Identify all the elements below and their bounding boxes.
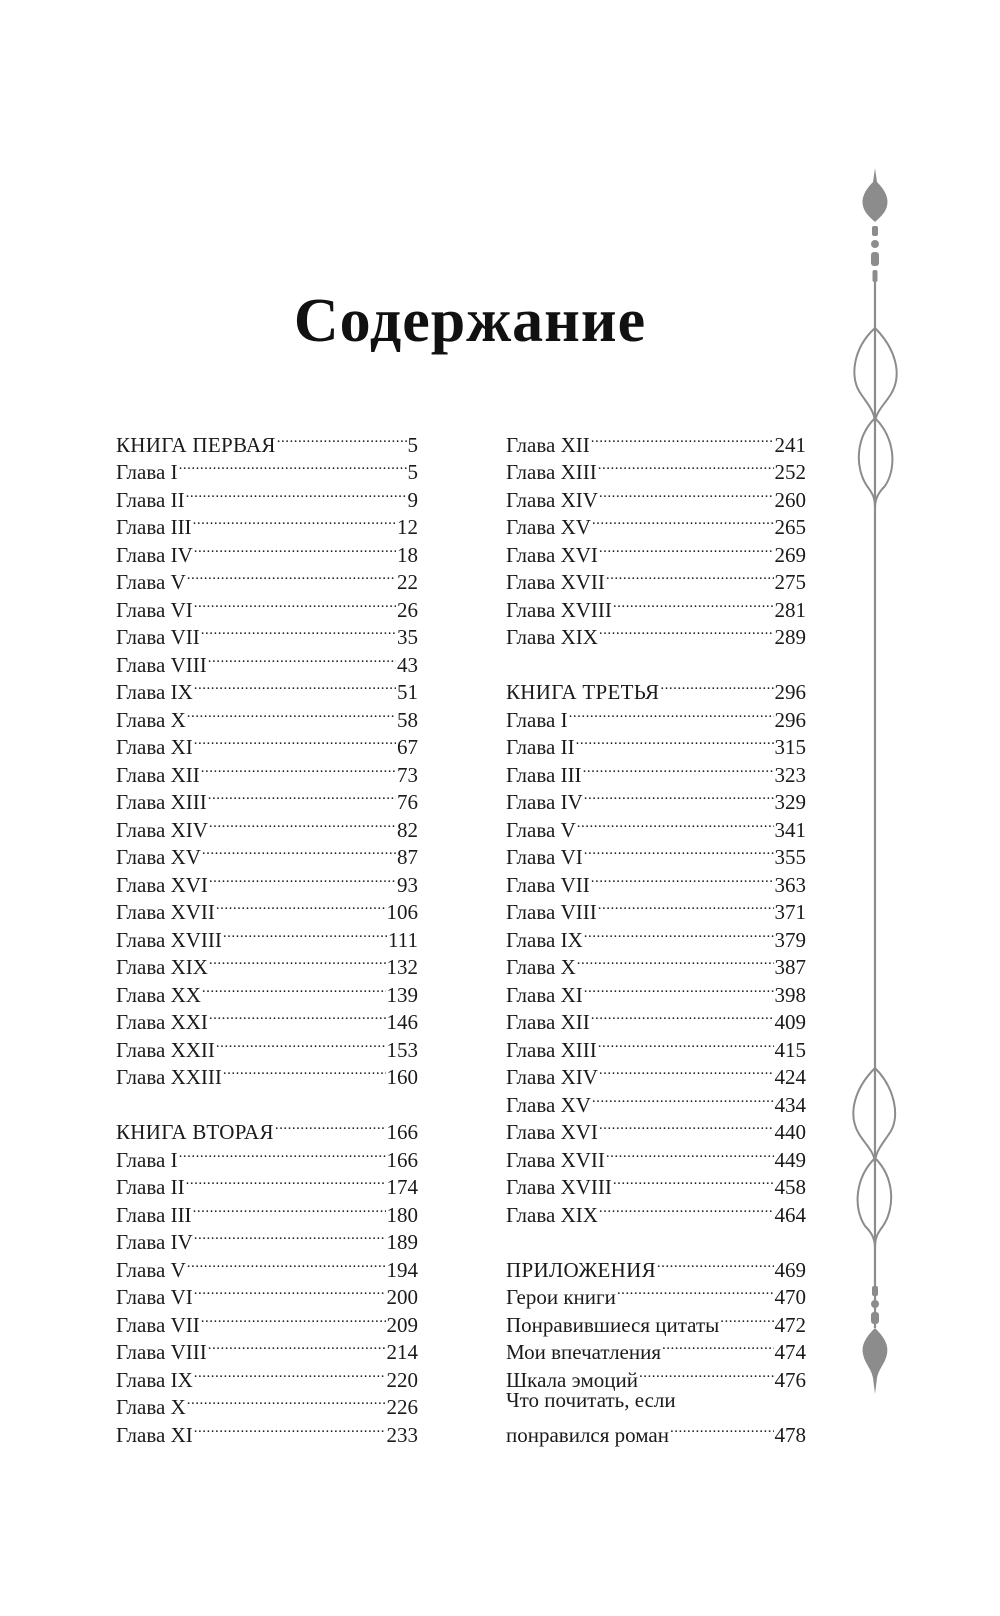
toc-entry-title: КНИГА ПЕРВАЯ xyxy=(116,432,276,457)
toc-dot-leader xyxy=(660,672,773,700)
toc-page-number: 449 xyxy=(774,1147,806,1172)
toc-dot-leader xyxy=(606,562,774,590)
toc-entry-title: Глава XX xyxy=(116,982,201,1007)
toc-page-number: 379 xyxy=(774,927,806,952)
toc-entry-title: Глава XVIII xyxy=(506,1175,612,1199)
toc-dot-leader xyxy=(193,507,396,535)
toc-entry-title: Глава X xyxy=(116,1395,186,1419)
toc-entry-title: Глава XIII xyxy=(506,1037,597,1062)
toc-dot-leader xyxy=(208,1332,386,1360)
toc-entry-title: Глава XIX xyxy=(506,1202,598,1227)
toc-entry-title: Глава XVIII xyxy=(506,597,612,622)
toc-entry xyxy=(506,1387,806,1415)
toc-dot-leader xyxy=(202,837,396,865)
toc-entry-title: Глава X xyxy=(506,955,576,979)
toc-entry-title: Глава VII xyxy=(116,1312,200,1337)
toc-page-number: 194 xyxy=(386,1257,418,1282)
toc-entry-title: Глава XVII xyxy=(506,570,605,594)
toc-entry-title: Глава VI xyxy=(116,597,193,622)
toc-dot-leader xyxy=(187,699,396,727)
toc-page-number: 296 xyxy=(774,707,806,732)
toc-dot-leader xyxy=(577,947,774,975)
toc-entry-title: Глава IV xyxy=(116,542,193,567)
toc-page-number: 73 xyxy=(397,762,418,787)
toc-page-number: 265 xyxy=(774,515,806,539)
toc-column-right xyxy=(506,424,806,1447)
toc-page-number: 464 xyxy=(774,1202,806,1227)
ornament-bead xyxy=(872,1286,878,1296)
toc-dot-leader xyxy=(208,644,396,672)
toc-page-number: 22 xyxy=(397,570,418,594)
toc-entry-title: Глава XIX xyxy=(116,955,208,979)
toc-page-number: 146 xyxy=(386,1010,418,1034)
toc-dot-leader xyxy=(208,782,396,810)
toc-dot-leader xyxy=(194,1359,386,1387)
toc-page-number: 166 xyxy=(386,1147,418,1172)
toc-entry-title: Глава I xyxy=(116,1147,178,1172)
toc-dot-leader xyxy=(187,1249,386,1277)
toc-entry-title: Глава XIII xyxy=(116,790,207,814)
toc-page-number: 209 xyxy=(386,1312,418,1337)
toc-page-number: 189 xyxy=(386,1230,418,1254)
toc-entry-title: Глава III xyxy=(116,515,192,539)
toc-dot-leader xyxy=(201,1304,386,1332)
toc-page-number: 174 xyxy=(386,1175,418,1199)
toc-dot-leader xyxy=(606,1139,774,1167)
toc-dot-leader xyxy=(209,1002,386,1030)
toc-entry-title: Глава XXII xyxy=(116,1037,215,1062)
toc-entry-title: Глава VIII xyxy=(116,652,207,677)
toc-page-number: 51 xyxy=(397,680,418,704)
toc-page-number: 35 xyxy=(397,625,418,649)
ornament-bead xyxy=(871,1312,879,1324)
toc-dot-leader xyxy=(202,974,386,1002)
toc-entry-title: Понравившиеся цитаты xyxy=(506,1312,720,1337)
toc-page-number: 43 xyxy=(397,652,418,677)
toc-page-number: 329 xyxy=(774,790,806,814)
toc-entry-title: понравился роман xyxy=(506,1422,669,1447)
toc-page-number: 470 xyxy=(774,1285,806,1309)
toc-entry xyxy=(506,424,806,457)
toc-page-number: 363 xyxy=(774,872,806,897)
toc-page-number: 12 xyxy=(397,515,418,539)
toc-page-number: 18 xyxy=(397,542,418,567)
toc-dot-leader xyxy=(194,1222,386,1250)
toc-page-number: 398 xyxy=(774,982,806,1007)
toc-dot-leader xyxy=(209,864,396,892)
toc-entry-title: Глава V xyxy=(506,817,576,842)
toc-section-entry xyxy=(116,424,418,457)
toc-entry-title: Герои книги xyxy=(506,1285,616,1309)
toc-page-number: 315 xyxy=(774,735,806,759)
toc-dot-leader xyxy=(194,672,396,700)
toc-page-number: 233 xyxy=(386,1422,418,1447)
toc-page-number: 289 xyxy=(774,625,806,649)
toc-dot-leader xyxy=(584,974,774,1002)
toc-entry-title: Глава VII xyxy=(506,872,590,897)
toc-dot-leader xyxy=(592,1084,774,1112)
toc-page-number: 275 xyxy=(774,570,806,594)
toc-page-number: 440 xyxy=(774,1120,806,1144)
page-title: Содержание xyxy=(293,286,647,355)
toc-page-number: 106 xyxy=(386,900,418,924)
toc-dot-leader xyxy=(592,507,774,535)
toc-dot-leader xyxy=(194,534,396,562)
toc-dot-leader xyxy=(598,1029,774,1057)
toc-dot-leader xyxy=(584,837,774,865)
toc-page-number: 478 xyxy=(774,1422,806,1447)
toc-entry-title: Глава XXIII xyxy=(116,1065,222,1089)
toc-page-number: 82 xyxy=(397,817,418,842)
toc-page-number: 76 xyxy=(397,790,418,814)
toc-entry-title: Глава IX xyxy=(116,1367,193,1392)
toc-page-number: 409 xyxy=(774,1010,806,1034)
toc-entry-title: Глава IV xyxy=(116,1230,193,1254)
toc-entry xyxy=(506,1414,806,1447)
toc-dot-leader xyxy=(599,1057,774,1085)
toc-entry-title: Глава XI xyxy=(506,982,583,1007)
toc-page-number: 387 xyxy=(774,955,806,979)
toc-entry-title: Глава XVI xyxy=(506,1120,598,1144)
ornament-top-finial xyxy=(862,168,887,222)
toc-entry-title: Глава XIV xyxy=(116,817,208,842)
toc-page-number: 469 xyxy=(774,1257,806,1282)
toc-entry-title: Глава III xyxy=(116,1202,192,1227)
toc-entry-title: Глава VI xyxy=(116,1285,193,1309)
toc-entry-title: Шкала эмоций xyxy=(506,1367,638,1392)
toc-dot-leader xyxy=(639,1359,774,1387)
toc-entry-title: Что почитать, если xyxy=(506,1387,676,1412)
toc-page-number: 472 xyxy=(774,1312,806,1337)
toc-entry-title: Глава XVIII xyxy=(116,927,222,952)
toc-entry-title: Мои впечатления xyxy=(506,1340,662,1364)
toc-dot-leader xyxy=(223,919,387,947)
toc-dot-leader xyxy=(657,1249,774,1277)
toc-dot-leader xyxy=(577,809,774,837)
toc-entry-title: Глава VIII xyxy=(506,900,597,924)
toc-page-number: 139 xyxy=(386,982,418,1007)
toc-page-number: 93 xyxy=(397,872,418,897)
toc-page-number: 26 xyxy=(397,597,418,622)
toc-page-number: 132 xyxy=(386,955,418,979)
toc-page-number: 424 xyxy=(774,1065,806,1089)
toc-page-number: 260 xyxy=(774,487,806,512)
toc-dot-leader xyxy=(179,452,407,480)
toc-entry-title: Глава VII xyxy=(116,625,200,649)
toc-dot-leader xyxy=(720,1304,773,1332)
toc-page-number: 458 xyxy=(774,1175,806,1199)
toc-dot-leader xyxy=(613,589,774,617)
toc-dot-leader xyxy=(201,617,396,645)
toc-entry-title: КНИГА ВТОРАЯ xyxy=(116,1120,274,1144)
toc-entry-title: Глава VI xyxy=(506,845,583,869)
toc-entry-title: Глава X xyxy=(116,707,186,732)
toc-entry-title: Глава XV xyxy=(506,1092,591,1117)
toc-column-left xyxy=(116,424,418,1447)
toc-entry-title: Глава XIII xyxy=(506,460,597,484)
toc-entry-title: Глава I xyxy=(116,460,178,484)
toc-dot-leader xyxy=(576,727,774,755)
toc-page-number: 180 xyxy=(386,1202,418,1227)
toc-entry-title: Глава XI xyxy=(116,735,193,759)
toc-page-number: 220 xyxy=(386,1367,418,1392)
toc-page-number: 371 xyxy=(774,900,806,924)
toc-dot-leader xyxy=(194,1414,386,1442)
toc-dot-leader xyxy=(216,892,386,920)
toc-dot-leader xyxy=(187,562,396,590)
toc-entry-title: Глава IX xyxy=(506,927,583,952)
toc-page-number: 9 xyxy=(407,487,418,512)
toc-entry-title: Глава XI xyxy=(116,1422,193,1447)
toc-entry-title: Глава XII xyxy=(506,1010,590,1034)
toc-page-number: 87 xyxy=(397,845,418,869)
toc-page-number: 58 xyxy=(397,707,418,732)
toc-entry-title: Глава XIV xyxy=(506,1065,598,1089)
toc-page-number: 252 xyxy=(774,460,806,484)
ornament-bead xyxy=(871,252,879,266)
toc-entry-title: Глава XVII xyxy=(116,900,215,924)
ornament-bead xyxy=(871,1300,879,1308)
toc-page-number: 434 xyxy=(774,1092,806,1117)
toc-page-number: 111 xyxy=(388,927,418,952)
toc-entry-title: Глава II xyxy=(506,735,575,759)
toc-page-number: 5 xyxy=(407,460,418,484)
toc-dot-leader xyxy=(223,1057,386,1085)
toc-page-number: 355 xyxy=(774,845,806,869)
toc-dot-leader xyxy=(591,864,774,892)
toc-page-number: 296 xyxy=(774,680,806,704)
toc-dot-leader xyxy=(194,1277,386,1305)
ornament-bead xyxy=(872,226,878,236)
toc-dot-leader xyxy=(617,1277,774,1305)
toc-dot-leader xyxy=(179,1139,386,1167)
toc-entry-title: Глава VIII xyxy=(116,1340,207,1364)
toc-dot-leader xyxy=(598,892,774,920)
toc-page-number: 474 xyxy=(774,1340,806,1364)
toc-page-number: 476 xyxy=(774,1367,806,1392)
toc-dot-leader xyxy=(599,617,774,645)
toc-dot-leader xyxy=(591,1002,774,1030)
toc-entry-title: Глава XVII xyxy=(506,1147,605,1172)
toc-entry-title: Глава III xyxy=(506,762,582,787)
toc-page-number: 214 xyxy=(386,1340,418,1364)
toc-page-number: 269 xyxy=(774,542,806,567)
toc-page-number: 226 xyxy=(386,1395,418,1419)
toc-entry-title: Глава II xyxy=(116,487,185,512)
toc-dot-leader xyxy=(201,754,396,782)
toc-dot-leader xyxy=(662,1332,773,1360)
toc-dot-leader xyxy=(599,1112,774,1140)
toc-page-number: 341 xyxy=(774,817,806,842)
toc-entry-title: Глава XV xyxy=(506,515,591,539)
toc-dot-leader xyxy=(187,1387,386,1415)
toc-section-entry xyxy=(116,1112,418,1144)
toc-dot-leader xyxy=(598,452,774,480)
ornament-bottom-finial xyxy=(863,1328,888,1394)
toc-page-number: 323 xyxy=(774,762,806,787)
toc-entry-title: Глава XIX xyxy=(506,625,598,649)
toc-page-number: 166 xyxy=(386,1120,418,1144)
toc-entry-title: Глава IV xyxy=(506,790,583,814)
toc-dot-leader xyxy=(670,1414,774,1442)
toc-section-entry xyxy=(506,672,806,704)
toc-section-entry xyxy=(506,1249,806,1282)
toc-dot-leader xyxy=(613,1167,774,1195)
toc-page-number: 415 xyxy=(774,1037,806,1062)
toc-dot-leader xyxy=(194,589,396,617)
toc-entry-title: Глава XIV xyxy=(506,487,598,512)
toc-dot-leader xyxy=(209,947,386,975)
toc-entry-title: Глава XVI xyxy=(116,872,208,897)
toc-entry-title: Глава I xyxy=(506,707,568,732)
toc-page-number: 281 xyxy=(774,597,806,622)
ornament-bead xyxy=(871,240,879,248)
toc-dot-leader xyxy=(275,1112,386,1140)
toc-dot-leader xyxy=(583,754,774,782)
toc-page-number: 5 xyxy=(407,432,418,457)
toc-dot-leader xyxy=(569,699,774,727)
toc-page-number: 67 xyxy=(397,735,418,759)
toc-entry-title: Глава V xyxy=(116,570,186,594)
toc-entry-title: Глава V xyxy=(116,1257,186,1282)
toc-entry-title: ПРИЛОЖЕНИЯ xyxy=(506,1257,656,1282)
toc-dot-leader xyxy=(216,1029,386,1057)
toc-dot-leader xyxy=(599,1194,774,1222)
toc-dot-leader xyxy=(193,1194,386,1222)
toc-page-number: 153 xyxy=(386,1037,418,1062)
toc-entry-title: Глава XII xyxy=(506,432,590,457)
toc-entry-title: КНИГА ТРЕТЬЯ xyxy=(506,680,660,704)
toc-dot-leader xyxy=(186,479,407,507)
toc-entry-title: Глава II xyxy=(116,1175,185,1199)
toc-dot-leader xyxy=(209,809,396,837)
toc-page-number: 160 xyxy=(386,1065,418,1089)
toc-entry-title: Глава XVI xyxy=(506,542,598,567)
toc-page-number: 241 xyxy=(774,432,806,457)
decorative-ornament-icon xyxy=(845,168,905,1408)
toc-dot-leader xyxy=(599,534,774,562)
toc-dot-leader xyxy=(194,727,396,755)
toc-entry-title: Глава XII xyxy=(116,762,200,787)
toc-dot-leader xyxy=(277,424,407,452)
toc-dot-leader xyxy=(584,782,774,810)
toc-entry-title: Глава IX xyxy=(116,680,193,704)
toc-dot-leader xyxy=(186,1167,386,1195)
toc-dot-leader xyxy=(584,919,774,947)
toc-entry-title: Глава XV xyxy=(116,845,201,869)
ornament-bead xyxy=(873,270,878,282)
toc-page-number: 200 xyxy=(386,1285,418,1309)
toc-entry-title: Глава XXI xyxy=(116,1010,208,1034)
toc-dot-leader xyxy=(591,424,774,452)
toc-dot-leader xyxy=(599,479,774,507)
